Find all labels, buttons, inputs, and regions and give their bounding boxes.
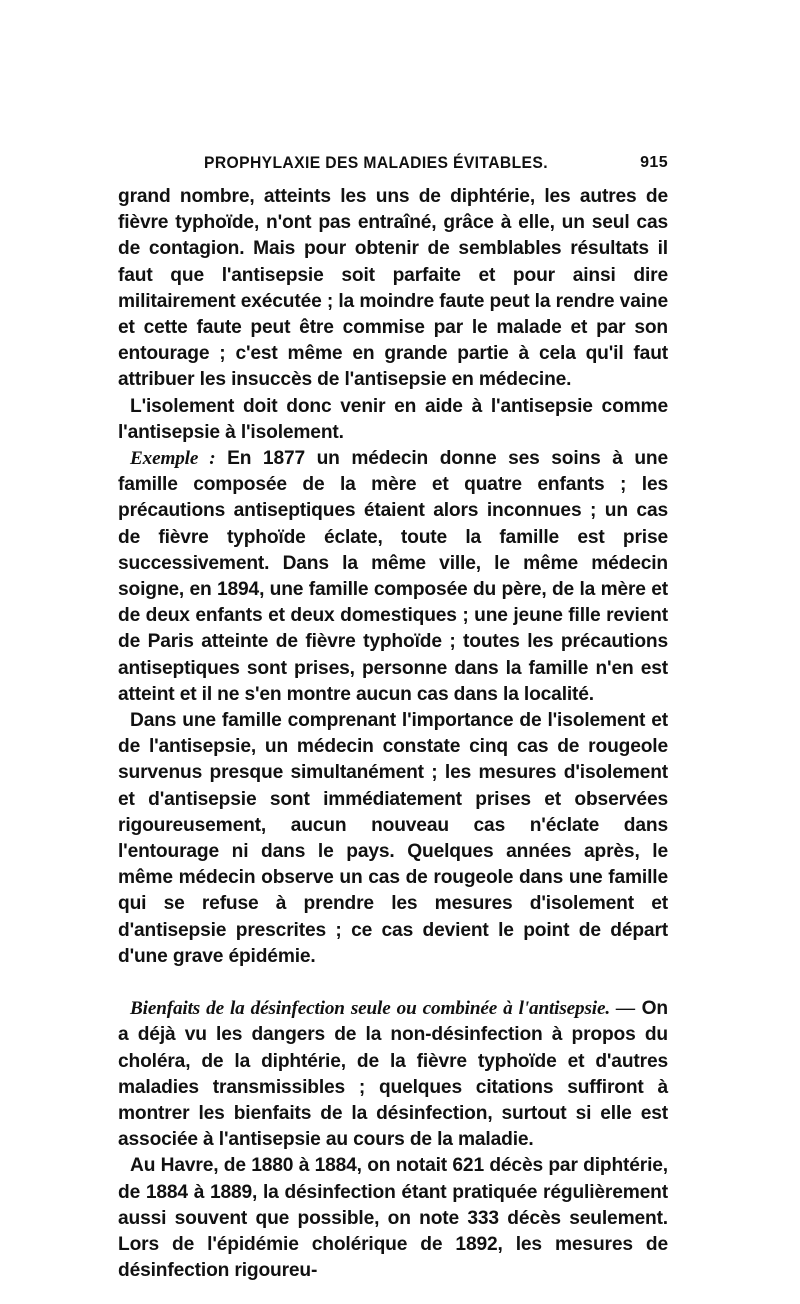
section-gap [118,970,668,996]
running-header [118,150,668,184]
paragraph-6-text: Au Havre, de 1880 à 1884, on notait 621 décès par diphtérie, de 1884 à 1889, la désinfection étant pratiquée régulièrement aussi souvent que possible, on note 333 décès seulement. Lors de l'épidémie cholérique de 1892, les mesures de désinfection rigoureu- [118,1155,668,1282]
paragraph-5 [118,996,668,1153]
paragraph-2 [118,394,668,446]
running-title: PROPHYLAXIE DES MALADIES ÉVITABLES. [204,154,548,172]
paragraph-1-text: grand nombre, atteints les uns de diphtérie, les autres de fièvre typhoïde, n'ont pas entraîné, grâce à elle, un seul cas de contagion. Mais pour obtenir de semblables résultats il faut que l'antisepsie soit parfaite et pour ainsi dire militairement exécutée ; la moindre faute peut la rendre vaine et cette faute peut être commise par le malade et par son entourage ; c'est même en grande partie à cela qu'il faut attribuer les insuccès de l'antisepsie en médecine. [118,186,668,391]
page-number: 915 [640,154,668,171]
page [118,150,668,1284]
section-heading: Bienfaits de la désinfection seule ou combinée à l'antisepsie. — [130,998,636,1020]
paragraph-6 [118,1153,668,1284]
paragraph-4-text: Dans une famille comprenant l'importance de l'isolement et de l'antisepsie, un médecin constate cinq cas de rougeole survenus presque simultanément ; les mesures d'isolement et d'antisepsie sont immédiatement prises et observées rigoureusement, aucun nouveau cas n'éclate dans l'entourage ni dans le pays. Quelques années après, le même médecin observe un cas de rougeole dans une famille qui se refuse à prendre les mesures d'isolement et d'antisepsie prescrites ; ce cas devient le point de départ d'une grave épidémie. [118,710,668,967]
paragraph-3-text: En 1877 un médecin donne ses soins à une famille composée de la mère et quatre enfants ; les précautions antiseptiques étaient alors inconnues ; un cas de fièvre typhoïde éclate, toute la famille est prise successivement. Dans la même ville, le même médecin soigne, en 1894, une famille composée du père, de la mère et de deux enfants et deux domestiques ; une jeune fille revient de Paris atteinte de fièvre typhoïde ; toutes les précautions antiseptiques sont prises, personne dans la famille n'en est atteint et il ne s'en montre aucun cas dans la localité. [118,448,668,705]
paragraph-2-text: L'isolement doit donc venir en aide à l'antisepsie comme l'antisepsie à l'isolement. [118,395,668,443]
example-label: Exemple : [130,448,216,470]
body-text [118,184,668,1284]
paragraph-1 [118,184,668,394]
paragraph-3 [118,446,668,708]
paragraph-4 [118,708,668,970]
paragraph-5-text: On a déjà vu les dangers de la non-désinfection à propos du choléra, de la diphtérie, de la fièvre typhoïde et d'autres maladies transmissibles ; quelques citations suffiront à montrer les bienfaits de la désinfection, surtout si elle est associée à l'antisepsie au cours de la maladie. [118,998,669,1151]
